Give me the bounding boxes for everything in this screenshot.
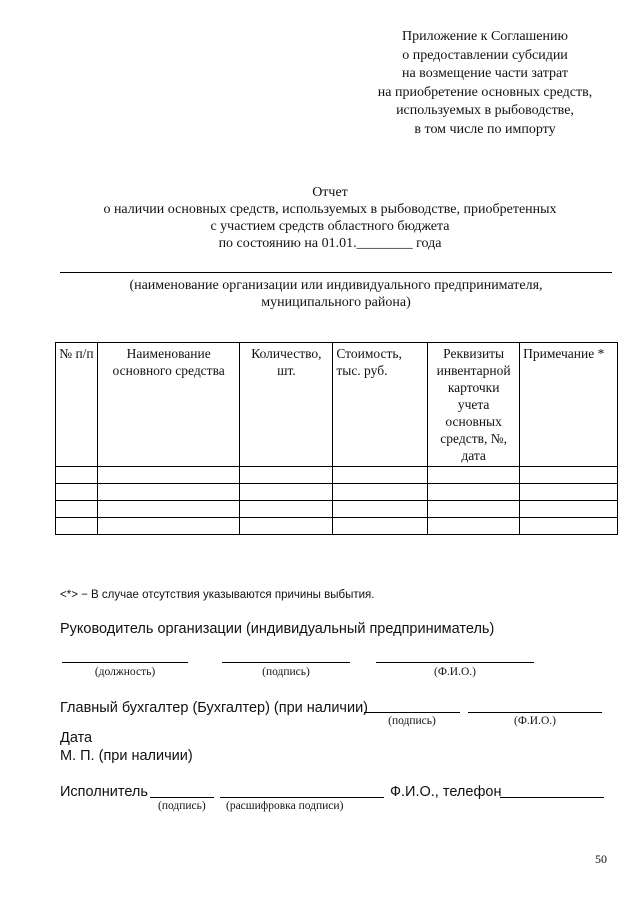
signature-line[interactable] xyxy=(222,662,350,663)
position-caption: (должность) xyxy=(94,666,156,678)
executor-fio-phone-label: Ф.И.О., телефон xyxy=(390,784,502,800)
head-title: Руководитель организации (индивидуальный предприниматель) xyxy=(60,621,495,637)
table-cell[interactable] xyxy=(428,501,520,518)
table-cell[interactable] xyxy=(520,518,618,535)
executor-decoding-caption: (расшифровка подписи) xyxy=(226,800,344,812)
appendix-line: на возмещение части затрат xyxy=(401,66,569,82)
col-header-card-details: Реквизиты инвентарной карточки учета основных средств, №, дата xyxy=(428,343,520,467)
executor-label: Исполнитель xyxy=(60,784,148,800)
col-header-quantity: Количество, шт. xyxy=(240,343,333,467)
table-cell[interactable] xyxy=(56,467,98,484)
table-header-row xyxy=(56,343,618,467)
table-cell[interactable] xyxy=(333,467,428,484)
accountant-signature-line[interactable] xyxy=(364,712,460,713)
table-cell[interactable] xyxy=(428,484,520,501)
accountant-label: Главный бухгалтер (Бухгалтер) (при наличии) xyxy=(60,700,369,716)
stamp-label: М. П. (при наличии) xyxy=(60,748,193,764)
fio-line[interactable] xyxy=(376,662,534,663)
table-cell[interactable] xyxy=(333,484,428,501)
executor-phone-line[interactable] xyxy=(500,797,604,798)
accountant-signature-caption: (подпись) xyxy=(388,715,436,727)
table-cell[interactable] xyxy=(240,467,333,484)
table-cell[interactable] xyxy=(520,501,618,518)
report-title xyxy=(40,184,620,252)
report-subtitle-line: с участием средств областного бюджета xyxy=(210,219,450,234)
position-line[interactable] xyxy=(62,662,188,663)
org-caption-line: (наименование организации или индивидуального предпринимателя, xyxy=(129,278,543,293)
table-row xyxy=(56,501,618,518)
accountant-fio-caption: (Ф.И.О.) xyxy=(514,715,556,727)
col-header-number: № п/п xyxy=(56,343,98,467)
table-cell[interactable] xyxy=(56,501,98,518)
date-label: Дата xyxy=(60,730,93,746)
table-cell[interactable] xyxy=(97,467,240,484)
appendix-line: на приобретение основных средств, xyxy=(377,84,593,100)
executor-signature-caption: (подпись) xyxy=(158,800,206,812)
fio-caption: (Ф.И.О.) xyxy=(434,666,476,678)
table-row xyxy=(56,467,618,484)
report-heading: Отчет xyxy=(312,185,348,200)
table-cell[interactable] xyxy=(333,501,428,518)
table-cell[interactable] xyxy=(428,518,520,535)
accountant-fio-line[interactable] xyxy=(468,712,602,713)
executor-signature-line[interactable] xyxy=(150,797,214,798)
assets-table xyxy=(55,342,618,535)
table-cell[interactable] xyxy=(520,467,618,484)
org-name-line[interactable] xyxy=(60,272,612,273)
appendix-line: о предоставлении субсидии xyxy=(402,47,568,63)
appendix-header xyxy=(340,28,630,140)
table-row xyxy=(56,518,618,535)
report-subtitle-line: о наличии основных средств, используемых в рыбоводстве, приобретенных xyxy=(103,202,557,217)
table-cell[interactable] xyxy=(240,501,333,518)
appendix-line: используемых в рыбоводстве, xyxy=(396,103,574,119)
table-cell[interactable] xyxy=(240,484,333,501)
col-header-note: Примечание * xyxy=(520,343,618,467)
report-date-line: по состоянию на 01.01.________ года xyxy=(218,236,442,251)
table-cell[interactable] xyxy=(97,518,240,535)
table-cell[interactable] xyxy=(97,501,240,518)
table-cell[interactable] xyxy=(428,467,520,484)
appendix-line: в том числе по импорту xyxy=(414,121,556,137)
page-number: 50 xyxy=(595,852,607,866)
table-cell[interactable] xyxy=(333,518,428,535)
table-cell[interactable] xyxy=(97,484,240,501)
appendix-line: Приложение к Соглашению xyxy=(402,29,568,44)
table-cell[interactable] xyxy=(240,518,333,535)
col-header-name: Наименование основного средства xyxy=(97,343,240,467)
signature-caption: (подпись) xyxy=(262,666,310,678)
footnote: <*> − В случае отсутствия указываются причины выбытия. xyxy=(60,589,375,601)
table-cell[interactable] xyxy=(56,518,98,535)
org-name-caption xyxy=(60,277,612,311)
table-cell[interactable] xyxy=(56,484,98,501)
table-row xyxy=(56,484,618,501)
executor-decoding-line[interactable] xyxy=(220,797,384,798)
org-caption-line: муниципального района) xyxy=(261,295,411,310)
col-header-cost: Стоимость, тыс. руб. xyxy=(333,343,428,467)
table-cell[interactable] xyxy=(520,484,618,501)
